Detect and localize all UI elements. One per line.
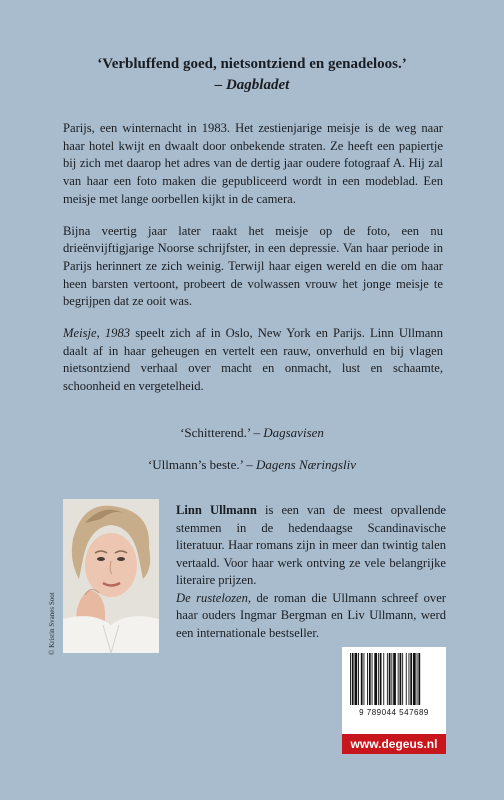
author-bio-paragraph-1	[176, 502, 446, 590]
barcode-bar	[380, 653, 382, 705]
top-quote-text: ‘Verbluffend goed, nietsontziend en genadeloos.’	[97, 56, 407, 72]
barcode-bar	[383, 653, 384, 705]
author-book-title: De rustelozen	[176, 590, 248, 605]
book-title: Meisje, 1983	[63, 326, 131, 341]
publisher-url: www.degeus.nl	[342, 734, 446, 754]
review-quote-1-source: Dagsavisen	[263, 425, 324, 440]
author-bio-text-2: , de roman die Ullmann schreef over haar ouders Ingmar Bergman en Liv Ullmann, werd een internationale bestseller.	[176, 590, 446, 640]
barcode-bar	[372, 653, 373, 705]
review-quote-1-text: ‘Schitterend.’ –	[180, 425, 264, 440]
barcode-bar	[352, 653, 354, 705]
review-quotes	[0, 424, 504, 488]
top-quote	[0, 54, 504, 96]
author-name: Linn Ullmann	[176, 503, 257, 517]
barcode-bar	[358, 653, 359, 705]
barcode-bar	[369, 653, 371, 705]
barcode-bar	[361, 653, 363, 705]
barcode	[342, 647, 446, 734]
barcode-bars	[342, 647, 446, 707]
barcode-bar	[393, 653, 396, 705]
blurb-paragraph-2: Bijna veertig jaar later raakt het meisje op de foto, een nu drieënvijftigjarige Noorse schrijfster, in een depressie. Van haar periode in Parijs herinnert ze zich weinig. Terwijl haar eigen wereld en die om haar heen barsten vertoont, probeert de volwassen vrouw het jonge meisje te begrijpen dat ze ooit was.	[63, 223, 443, 309]
blurb-paragraph-3	[63, 325, 443, 396]
review-quote-2-source: Dagens Næringsliv	[256, 457, 357, 472]
review-quote-2	[0, 456, 504, 474]
blurb-paragraph-1: Parijs, een winternacht in 1983. Het zestienjarige meisje is de weg naar haar hotel kwijt en dwaalt door onbekende straten. Ze heeft een papiertje bij zich met daarop het adres van de dertig jaar oudere fotograaf A. Hij zal van haar een foto maken die gepubliceerd wordt in een modeblad. Een meisje met lange oorbellen kijkt in de camera.	[63, 121, 443, 206]
author-bio-text-1: is een van de meest opvallende stemmen in de hedendaagse Scandinavische literatuur. Haar romans zijn in meer dan twintig talen vertaald. Voor haar werk ontving ze vele belangrijke literaire prijzen.	[176, 503, 446, 587]
barcode-bar	[398, 653, 399, 705]
barcode-bar	[406, 653, 407, 705]
barcode-bar	[402, 653, 403, 705]
author-bio	[176, 502, 446, 642]
barcode-bar	[391, 653, 392, 705]
top-quote-source: – Dagbladet	[214, 77, 290, 93]
barcode-bar	[367, 653, 368, 705]
author-bio-paragraph-2	[176, 590, 446, 643]
barcode-bar	[355, 653, 358, 705]
barcode-bar	[378, 653, 379, 705]
barcode-bar	[389, 653, 391, 705]
barcode-bar	[417, 653, 418, 705]
barcode-bar	[409, 653, 410, 705]
blurb	[63, 120, 443, 410]
review-quote-1	[0, 424, 504, 442]
barcode-digits: 9 789044 547689	[359, 708, 429, 717]
barcode-bar	[413, 653, 416, 705]
blurb-paragraph-3-text: speelt zich af in Oslo, New York en Parijs. Linn Ullmann daalt af in haar geheugen en vertelt een rauw, onverhuld en bij vlagen nietsontziend verhaal over macht en onmacht, lust en schaamte, schoonheid en vergetelheid.	[63, 326, 443, 394]
barcode-bar	[350, 653, 351, 705]
review-quote-2-text: ‘Ullmann’s beste.’ –	[147, 457, 257, 472]
barcode-bar	[374, 653, 377, 705]
author-portrait-illustration	[63, 499, 159, 653]
barcode-bar	[364, 653, 365, 705]
author-photo	[63, 499, 159, 653]
barcode-bar	[418, 653, 420, 705]
barcode-bar	[387, 653, 388, 705]
barcode-bar	[410, 653, 412, 705]
photo-credit: © Kristin Svanes Soot	[48, 592, 56, 655]
barcode-bar	[400, 653, 402, 705]
